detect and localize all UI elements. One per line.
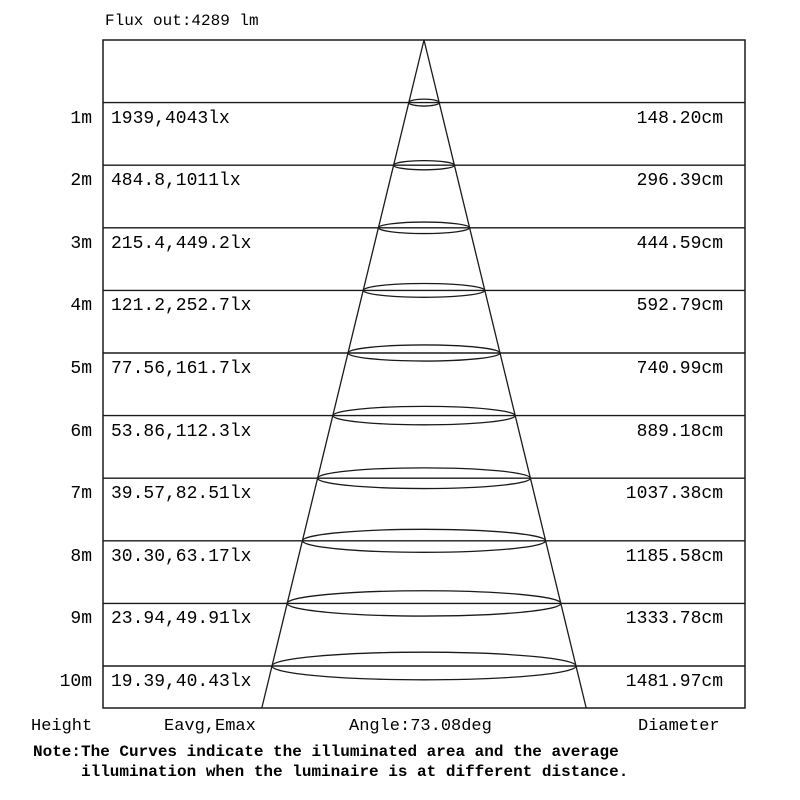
note-line-2: illumination when the luminaire is at different distance. — [81, 763, 629, 781]
diameter-value: 1037.38cm — [625, 484, 723, 505]
diameter-value: 1333.78cm — [625, 609, 723, 630]
note-line-1: Note:The Curves indicate the illuminated area and the average — [33, 743, 619, 761]
eavg-emax-value: 484.8,1011lx — [111, 171, 241, 192]
diameter-value: 592.79cm — [636, 296, 723, 317]
diameter-value: 444.59cm — [636, 233, 723, 254]
eavg-emax-value: 19.39,40.43lx — [111, 672, 252, 692]
eavg-emax-value: 39.57,82.51lx — [111, 484, 252, 505]
height-label: 1m — [70, 108, 92, 129]
diameter-value: 740.99cm — [636, 359, 723, 379]
diameter-value: 1185.58cm — [625, 546, 723, 567]
eavg-emax-value: 77.56,161.7lx — [111, 359, 252, 379]
height-label: 8m — [70, 546, 92, 567]
footer-height-label: Height — [31, 717, 93, 736]
diameter-value: 296.39cm — [636, 171, 723, 192]
eavg-emax-value: 215.4,449.2lx — [111, 233, 252, 254]
eavg-emax-value: 1939,4043lx — [111, 108, 230, 129]
height-label: 10m — [59, 672, 92, 692]
eavg-emax-value: 30.30,63.17lx — [111, 546, 252, 567]
diameter-value: 148.20cm — [636, 108, 723, 129]
footer-eavg-emax-label: Eavg,Emax — [164, 717, 256, 736]
footer-diameter-label: Diameter — [638, 717, 720, 736]
diameter-value: 1481.97cm — [625, 672, 723, 692]
footer-beam-angle-label: Angle:73.08deg — [349, 717, 492, 736]
eavg-emax-value: 121.2,252.7lx — [111, 296, 252, 317]
height-label: 6m — [70, 421, 92, 442]
height-label: 7m — [70, 484, 92, 505]
diameter-value: 889.18cm — [636, 421, 723, 442]
height-label: 9m — [70, 609, 92, 630]
eavg-emax-value: 23.94,49.91lx — [111, 609, 252, 630]
height-label: 5m — [70, 359, 92, 379]
height-label: 4m — [70, 296, 92, 317]
height-label: 2m — [70, 171, 92, 192]
cone-left-edge — [262, 40, 424, 708]
eavg-emax-value: 53.86,112.3lx — [111, 421, 252, 442]
chart-title: Flux out:4289 lm — [105, 12, 259, 30]
height-label: 3m — [70, 233, 92, 254]
